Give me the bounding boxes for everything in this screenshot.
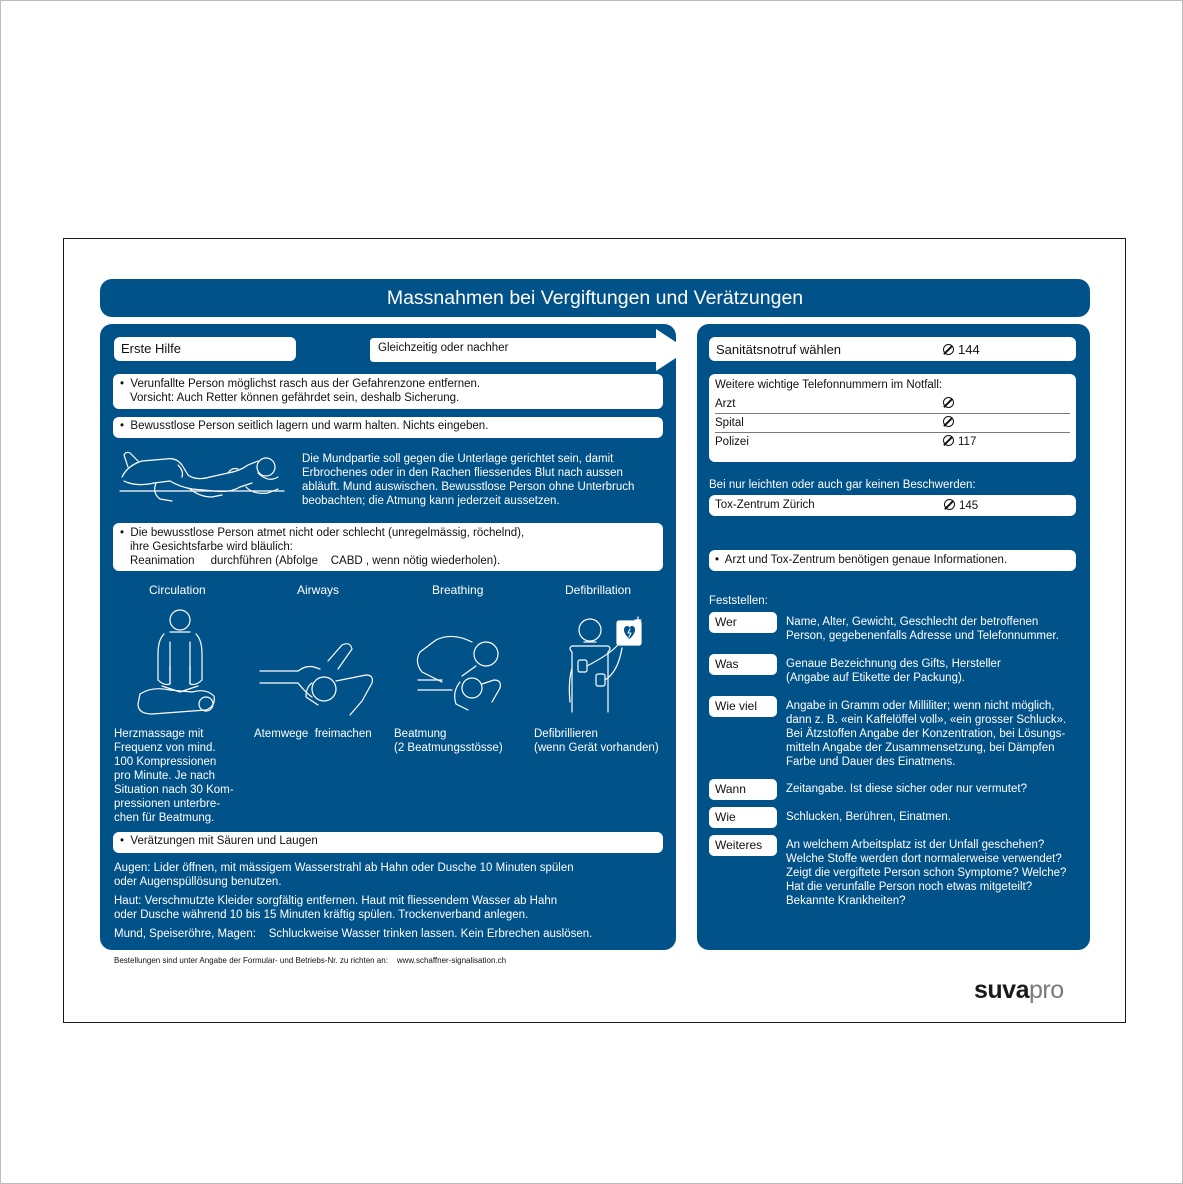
phone-icon (943, 435, 954, 446)
bullet-veraetzungen-text: Verätzungen mit Säuren und Laugen (130, 835, 318, 847)
label-wann: Wann (709, 779, 777, 800)
tox-number: 145 (944, 499, 978, 512)
text-wie: Schlucken, Berühren, Einatmen. (786, 811, 951, 823)
phone-icon (944, 499, 955, 510)
bullet-gefahrenzone (113, 374, 663, 409)
text-weiteres: An welchem Arbeitsplatz ist der Unfall geschehen? Welche Stoffe werden dort normalerweise verwendet? Zeigt die vergiftete Person schon Symptome? Welche? Hat die verunfalle Person noch etwas mitgeteilt? Bekannte Krankheiten? (786, 839, 1067, 907)
bullet-seitenlage: • Bewusstlose Person seitlich lagern und warm halten. Nichts eingeben. (113, 417, 663, 438)
order-url[interactable]: www.schaffner-signalisation.ch (396, 956, 507, 965)
bullet-veraetzungen: • Verätzungen mit Säuren und Laugen (113, 832, 663, 853)
info-bullet-box: • Arzt und Tox-Zentrum benötigen genaue Informationen. (709, 550, 1076, 571)
chest-compression-icon (134, 606, 224, 721)
label-wie-viel: Wie viel (709, 696, 777, 717)
phone-icon (943, 397, 954, 408)
label-wie: Wie (709, 807, 777, 828)
bullet-reanimation-line3: Reanimation durchführen (Abfolge CABD , wenn nötig wiederholen). (130, 555, 501, 567)
bullet-reanimation-line2: ihre Gesichtsfarbe wird bläulich: (130, 541, 293, 553)
phone-icon (943, 416, 954, 427)
tox-box (709, 495, 1076, 516)
step-desc-defibrillation: Defibrillieren (wenn Gerät vorhanden) (534, 728, 659, 754)
defibrillator-icon (560, 612, 650, 722)
erste-hilfe-label (114, 337, 296, 361)
divider-gap (676, 414, 697, 950)
phone-row-arzt: Arzt (715, 395, 1070, 414)
notruf-label: Sanitätsnotruf wählen (716, 342, 842, 357)
haut-instructions: Haut: Verschmutzte Kleider sorgfältig entfernen. Haut mit fliessendem Wasser ab Hahn oder Dusche während 10 bis 15 Minuten kräftig spülen. Trockenverband anlegen. (114, 895, 558, 921)
suvapro-logo (974, 976, 1064, 1004)
notruf-box (709, 337, 1076, 361)
label-was: Was (709, 654, 777, 675)
bullet-seitenlage-text: Bewusstlose Person seitlich lagern und warm halten. Nichts eingeben. (130, 420, 489, 432)
step-desc-airways: Atemwege freimachen (254, 728, 372, 740)
step-heading-circulation: Circulation (149, 583, 206, 597)
phone-row-spital: Spital (715, 414, 1070, 433)
order-text: Bestellungen sind unter Angabe der Formular- und Betriebs-Nr. zu richten an: (114, 956, 388, 965)
notruf-number: 144 (943, 342, 980, 357)
bullet-reanimation-line1: • Die bewusstlose Person atmet nicht oder schlecht (unregelmässig, röchelnd), (120, 527, 525, 539)
logo-pro: pro (1028, 976, 1064, 1004)
bullet-gefahrenzone-line2: Vorsicht: Auch Retter können gefährdet sein, deshalb Sicherung. (130, 392, 460, 404)
bullet-gefahrenzone-line1: • Verunfallte Person möglichst rasch aus der Gefahrenzone entfernen. (120, 378, 481, 390)
recovery-description: Die Mundpartie soll gegen die Unterlage gerichtet sein, damit Erbrochenes oder in den Rachen fliessendes Blut nach aussen abläuft. Mund auswischen. Bewusstlose Person ohne Unterbruch beobachten; die Atmung kann jederzeit aussetzen. (302, 453, 635, 507)
tox-label: Tox-Zentrum Zürich (715, 499, 815, 511)
text-wie-viel: Angabe in Gramm oder Milliliter; wenn nicht möglich, dann z. B. «ein Kaffelöffel voll», «ein grosser Schluck». Bei Ätzstoffen Angabe der Konzentration, bei Lösungs- mitteln Angabe der Zusammensetzung, bei Dämpfen Farbe und Dauer des Einatmens. (786, 700, 1067, 768)
erste-hilfe-text: Erste Hilfe (121, 341, 181, 356)
text-was: Genaue Bezeichnung des Gifts, Hersteller (Angabe auf Etikette der Packung). (786, 658, 1001, 684)
step-desc-circulation: Herzmassage mit Frequenz von mind. 100 Kompressionen pro Minute. Je nach Situation nach 30 Kom- pressionen unterbre- chen für Beatmung. (114, 728, 234, 824)
recovery-position-icon (118, 447, 288, 507)
mund-instructions: Mund, Speiseröhre, Magen: Schluckweise Wasser trinken lassen. Kein Erbrechen auslösen. (114, 928, 593, 940)
feststellen-heading: Feststellen: (709, 595, 768, 607)
weitere-heading: Weitere wichtige Telefonnummern im Notfall: (715, 379, 943, 391)
phone-list-box (709, 374, 1076, 462)
label-wer: Wer (709, 612, 777, 633)
step-heading-airways: Airways (297, 583, 340, 597)
label-weiteres: Weiteres (709, 835, 777, 856)
step-heading-defibrillation: Defibrillation (565, 583, 632, 597)
text-wer: Name, Alter, Gewicht, Geschlecht der betroffenen Person, gegebenenfalls Adresse und Telefonnummer. (786, 616, 1059, 642)
logo-suva: suva (974, 976, 1029, 1004)
rescue-breathing-icon (412, 632, 512, 714)
text-wann: Zeitangabe. Ist diese sicher oder nur vermutet? (786, 783, 1027, 795)
info-bullet-text: Arzt und Tox-Zentrum benötigen genaue Informationen. (724, 554, 1008, 566)
bullet-reanimation (113, 523, 663, 571)
phone-icon (943, 344, 954, 355)
step-heading-breathing: Breathing (432, 583, 484, 597)
augen-instructions: Augen: Lider öffnen, mit mässigem Wasserstrahl ab Hahn oder Dusche 10 Minuten spülen oder Augenspüllösung benutzen. (114, 862, 574, 888)
leichte-beschwerden-text: Bei nur leichten oder auch gar keinen Beschwerden: (709, 479, 976, 491)
step-desc-breathing: Beatmung (2 Beatmungsstösse) (394, 728, 503, 754)
phone-row-polizei: Polizei 117 (715, 436, 977, 448)
open-airway-icon (258, 635, 378, 717)
gleichzeitig-label: Gleichzeitig oder nachher (378, 342, 509, 354)
order-footer (114, 956, 506, 965)
page-title: Massnahmen bei Vergiftungen und Verätzungen (100, 279, 1090, 317)
